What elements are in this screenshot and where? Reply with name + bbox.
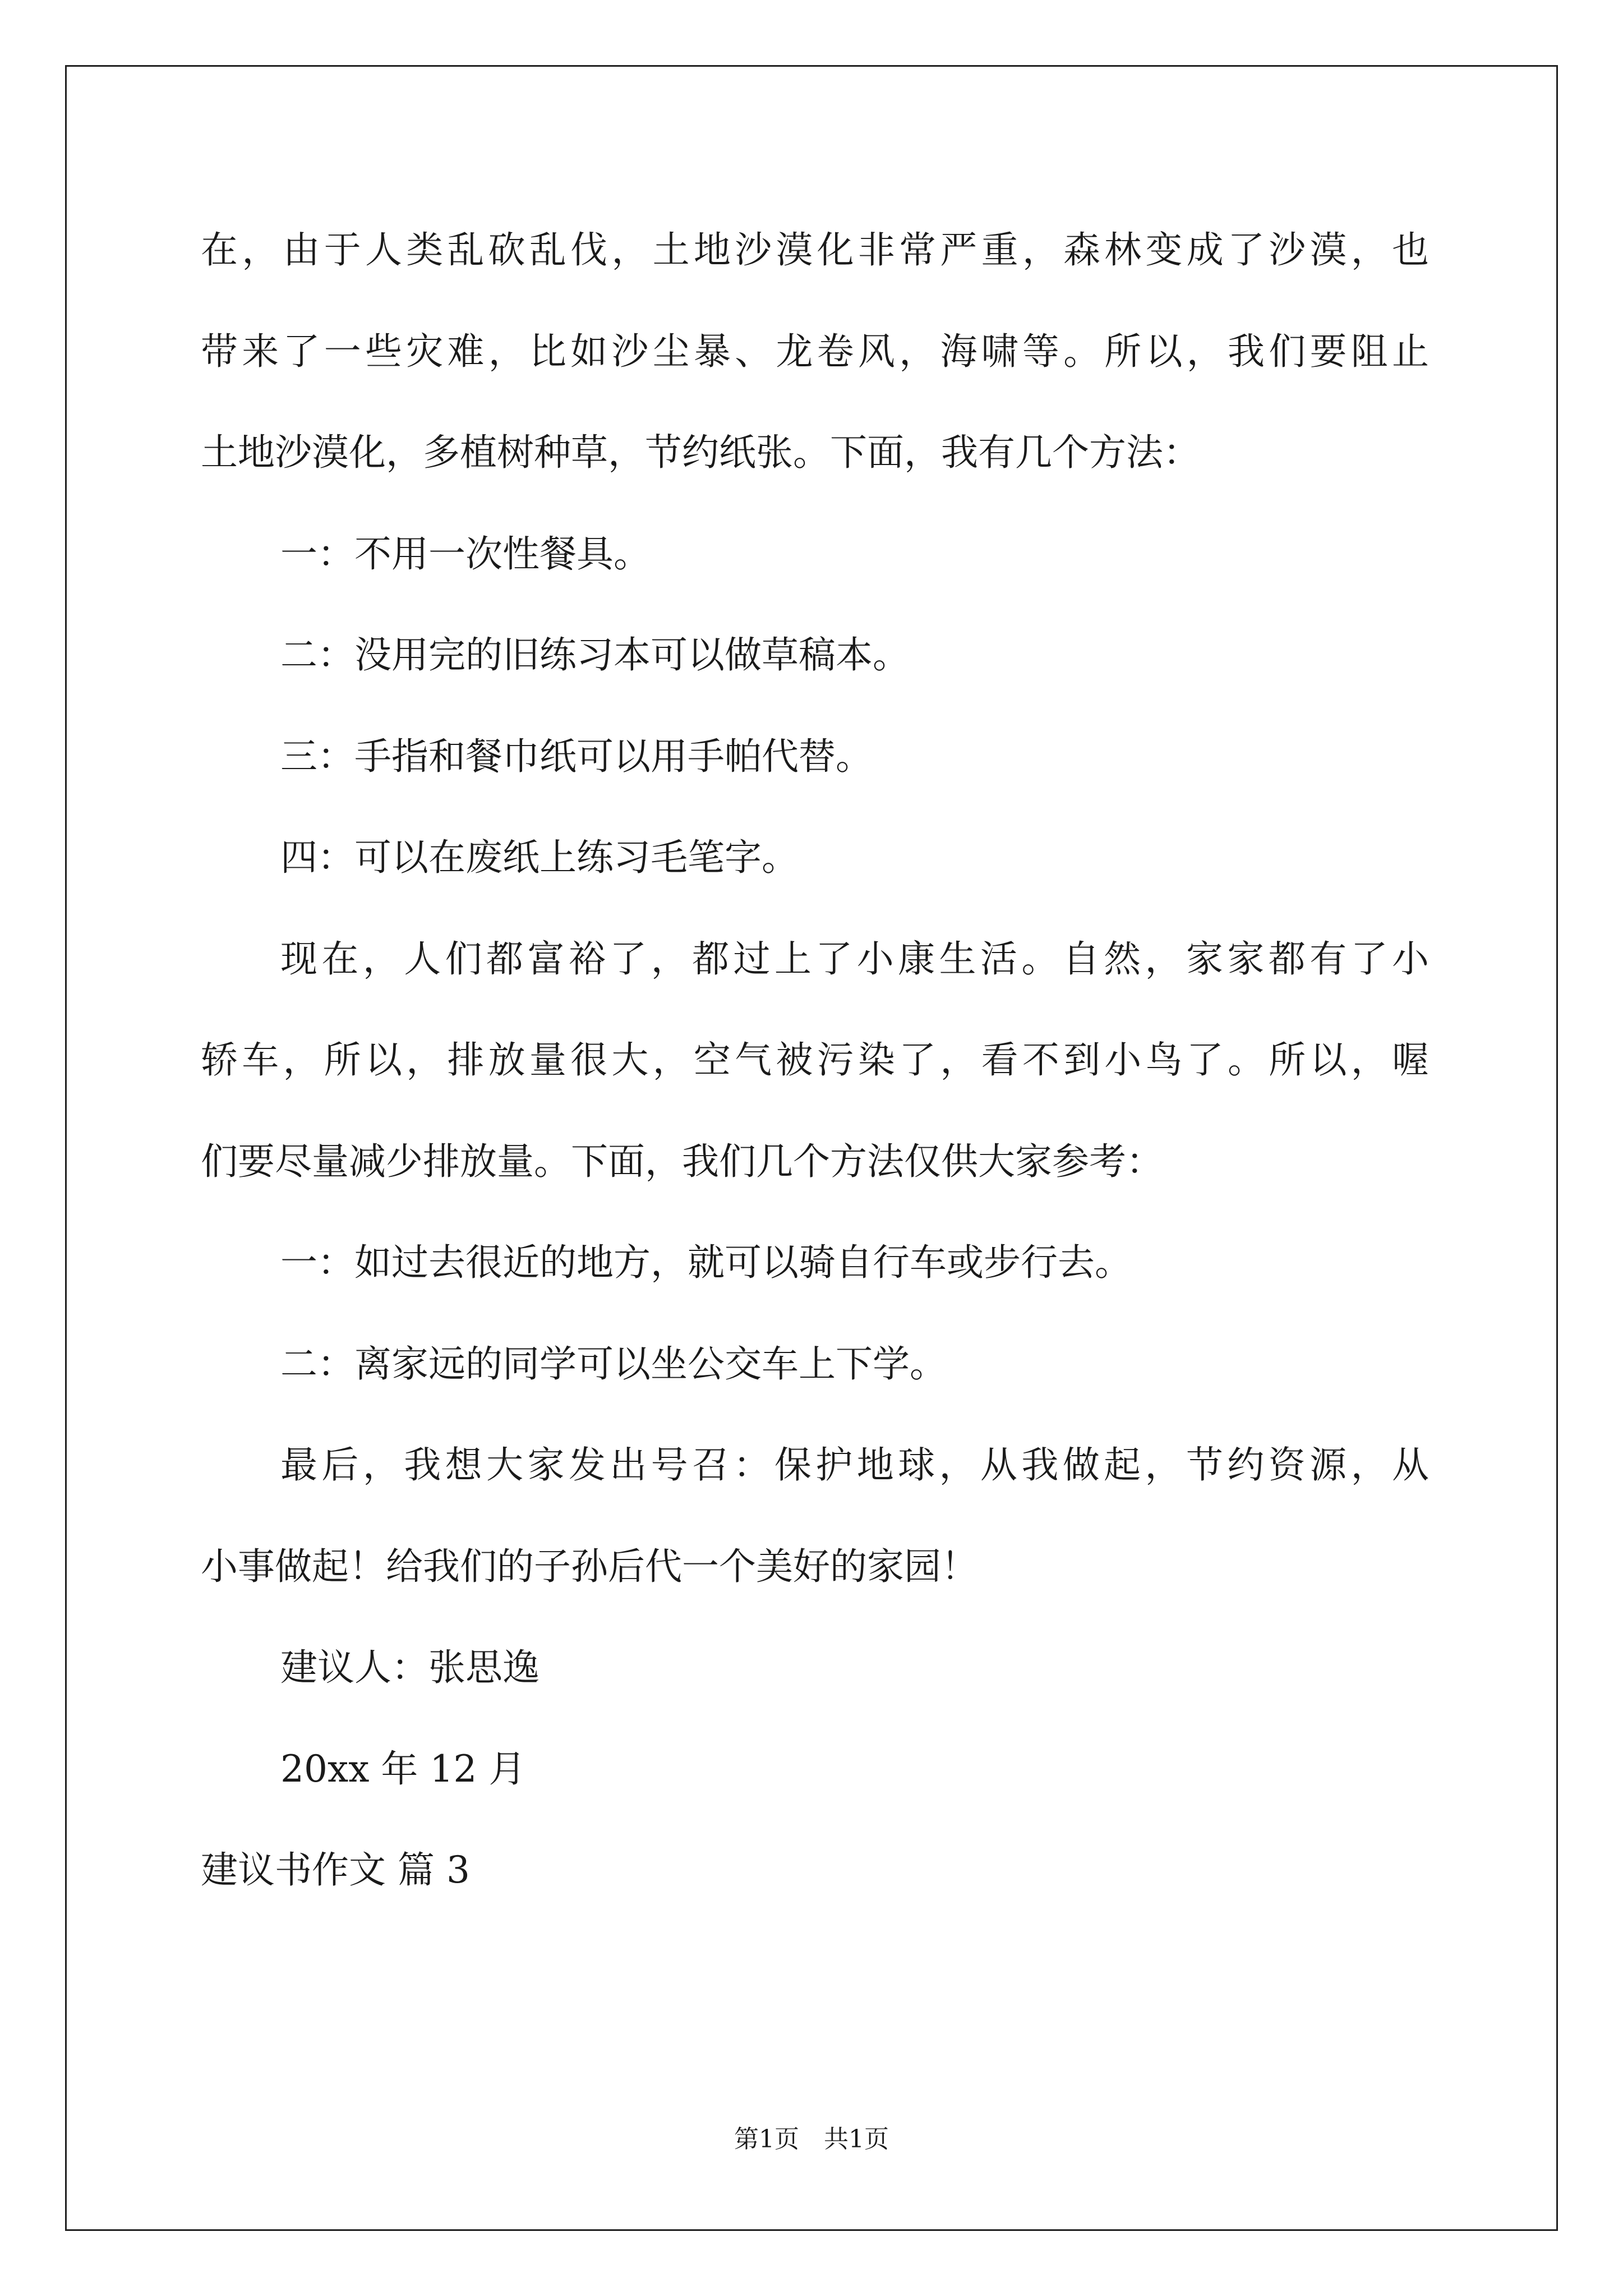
list-item-3: 三：手指和餐巾纸可以用手帕代替。 <box>280 735 873 778</box>
list-item-6: 二：离家远的同学可以坐公交车上下学。 <box>280 1342 947 1386</box>
signature-line: 建议人：张思逸 <box>280 1646 540 1689</box>
body-line-13: 最后，我想大家发出号召：保护地球，从我做起，节约资源，从 <box>280 1443 1429 1487</box>
list-item-5: 一：如过去很近的地方，就可以骑自行车或步行去。 <box>280 1241 1132 1284</box>
list-item-2: 二：没用完的旧练习本可以做草稿本。 <box>280 633 910 677</box>
body-line-2: 带来了一些灾难，比如沙尘暴、龙卷风，海啸等。所以，我们要阻止 <box>201 330 1429 373</box>
body-line-9: 轿车，所以，排放量很大，空气被污染了，看不到小鸟了。所以，喔 <box>201 1038 1429 1082</box>
list-item-1: 一：不用一次性餐具。 <box>280 532 651 576</box>
date-line: 20xx 年 12 月 <box>280 1747 526 1791</box>
page-footer: 第1页 共1页 <box>734 2125 889 2154</box>
body-line-3: 土地沙漠化，多植树种草，节约纸张。下面，我有几个方法： <box>201 431 1200 474</box>
body-line-14: 小事做起！给我们的子孙后代一个美好的家园！ <box>201 1545 978 1588</box>
body-line-1: 在，由于人类乱砍乱伐，土地沙漠化非常严重，森林变成了沙漠，也 <box>201 228 1429 272</box>
list-item-4: 四：可以在废纸上练习毛笔字。 <box>280 836 799 879</box>
body-line-8: 现在，人们都富裕了，都过上了小康生活。自然，家家都有了小 <box>280 937 1429 981</box>
body-line-10: 们要尽量减少排放量。下面，我们几个方法仅供大家参考： <box>201 1140 1163 1183</box>
section-heading: 建议书作文 篇 3 <box>201 1848 470 1892</box>
